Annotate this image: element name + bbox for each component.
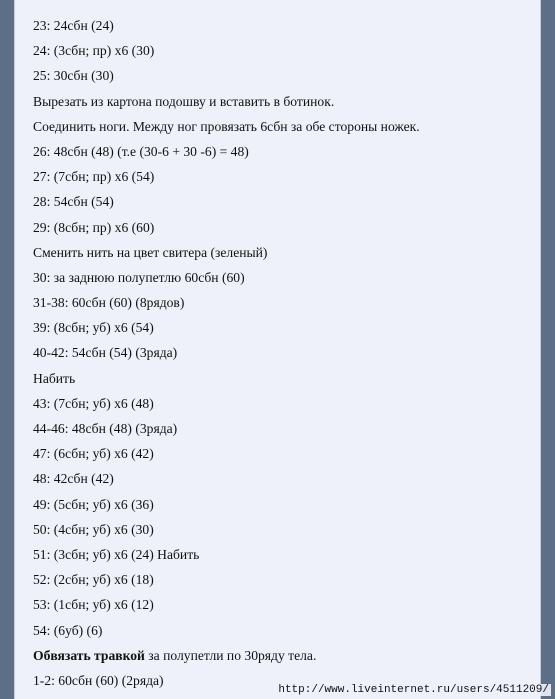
text-line: Соединить ноги. Между ног провязать 6сбн за обе стороны ножек. (33, 118, 420, 134)
text-line: 29: (8сбн; пр) х6 (60) (33, 219, 155, 235)
document-page (14, 0, 541, 699)
text-line: 25: 30сбн (30) (33, 68, 114, 84)
text-line: Сменить нить на цвет свитера (зеленый) (33, 244, 268, 260)
text-line: 24: (3сбн; пр) х6 (30) (33, 43, 155, 59)
text-line: 23: 24сбн (24) (33, 18, 114, 33)
instruction-rest-text: за полупетли по 30ряду тела. (144, 647, 317, 663)
text-line: Набить (33, 370, 76, 386)
text-line: 27: (7сбн; пр) х6 (54) (33, 169, 155, 185)
text-line: 40-42: 54сбн (54) (3ряда) (33, 345, 178, 361)
text-line: 50: (4сбн; уб) х6 (30) (33, 521, 154, 537)
text-line: 51: (3сбн; уб) х6 (24) Набить (33, 546, 200, 562)
text-line: 26: 48сбн (48) (т.е (30-6 + 30 -6) = 48) (33, 143, 249, 159)
text-line: Вырезать из картона подошву и вставить в ботинок. (33, 93, 335, 109)
text-line: 49: (5сбн; уб) х6 (36) (33, 496, 154, 512)
text-line: 1-2: 60сбн (60) (2ряда) (33, 672, 164, 688)
text-line: 28: 54сбн (54) (33, 194, 114, 210)
text-line: 47: (6сбн; уб) х6 (42) (33, 446, 154, 462)
watermark-url: http://www.liveinternet.ru/users/4511209/ (278, 684, 549, 696)
text-line: 31-38: 60сбн (60) (8рядов) (33, 295, 185, 311)
text-line: 52: (2сбн; уб) х6 (18) (33, 572, 154, 588)
text-line: 30: за заднюю полупетлю 60сбн (60) (33, 269, 245, 285)
text-line: 43: (7сбн; уб) х6 (48) (33, 395, 154, 411)
text-line: 39: (8сбн; уб) х6 (54) (33, 320, 154, 336)
bold-instruction-text: Обвязать травкой (33, 647, 145, 663)
text-line: 54: (6уб) (6) (33, 622, 103, 638)
text-line: 48: 42сбн (42) (33, 471, 114, 487)
text-line: 53: (1сбн; уб) х6 (12) (33, 597, 154, 613)
bold-instruction-line (33, 643, 540, 668)
text-line: 44-46: 48сбн (48) (3ряда) (33, 421, 178, 436)
